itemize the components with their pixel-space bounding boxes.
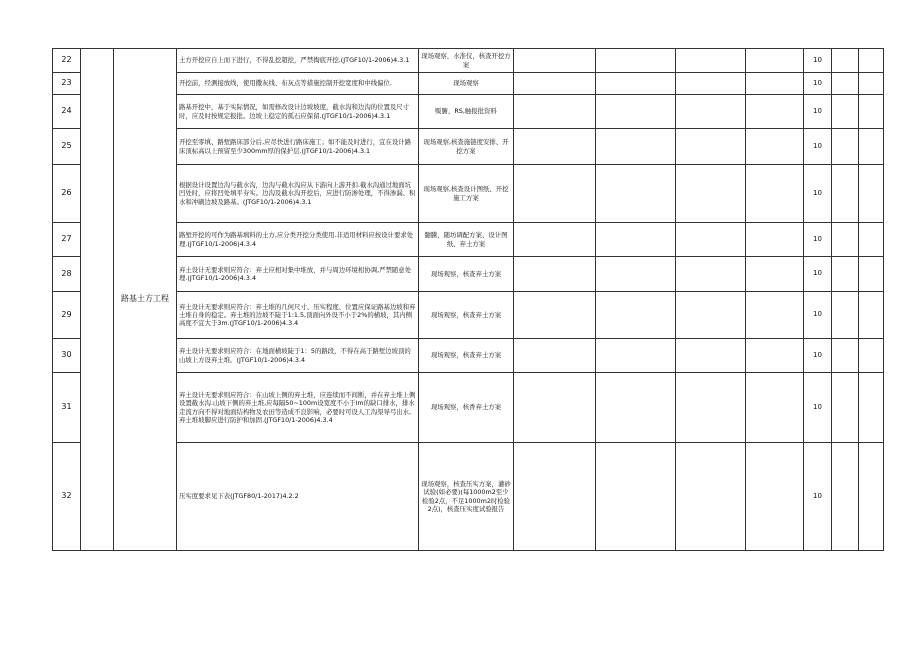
table-row (53, 339, 884, 373)
table-row (53, 129, 884, 165)
row-number: 26 (53, 165, 81, 223)
score-cell: 10 (804, 165, 832, 223)
score-cell: 10 (804, 292, 832, 339)
row-number: 24 (53, 95, 81, 129)
score-cell: 10 (804, 129, 832, 165)
requirement-cell: 根据设计设置边沟与截水沟，边沟与截水沟应从下游向上游开扣.截水沟通过地面坑凹处时，应将凹处填平夯实。边沟及截水沟开挖后，应进行防渗处理，不得渗漏、积水和冲刷边坡及路基。(JTGF10/1-2006)4.3.1 (177, 165, 419, 223)
requirement-cell: 开挖至零填、路堑路床部分后,应尽快进行路床施工；如不能及时进行，宜在设计路床顶标高以上预留至少300mm厚的保护层.(JTGF10/1-2006)4.3.1 (177, 129, 419, 165)
table-row (53, 257, 884, 292)
method-cell: 现场观察，水准仪，核查开挖方案 (419, 49, 514, 73)
row-number: 28 (53, 257, 81, 292)
table-row (53, 95, 884, 129)
method-cell: 贩腑，RS,触报批资料 (419, 95, 514, 129)
score-cell: 10 (804, 339, 832, 373)
table-row (53, 292, 884, 339)
table-row (53, 49, 884, 73)
score-cell: 10 (804, 443, 832, 551)
method-cell: 现场观察，核查压实方案，灌砂试验(如必要)(每1000m2至少检验2点，不足1000m2时检验2点)，核查压实度试验报告 (419, 443, 514, 551)
method-cell: 现场观察,核查设计图纸、开挖施工方案 (419, 165, 514, 223)
row-number: 32 (53, 443, 81, 551)
method-cell: 现场观察，核查弃土方案 (419, 257, 514, 292)
score-cell: 10 (804, 373, 832, 443)
requirement-cell: 弃土设计无要求则应符合：在地面横坡陡于1：5的路段，不得在高于路堑边坡顶的山坡上方设弃土堆。(JTGF10/1-2006)4.3.4 (177, 339, 419, 373)
score-cell: 10 (804, 95, 832, 129)
row-number: 25 (53, 129, 81, 165)
requirement-cell: 开挖前，经测接放线，使用撒灰线、布灰点等措施控制开挖宽度和中线偏位. (177, 73, 419, 95)
method-cell: 现场观察 (419, 73, 514, 95)
row-number: 31 (53, 373, 81, 443)
row-number: 30 (53, 339, 81, 373)
method-cell: 现场观察,核查施链度安排、开挖方案 (419, 129, 514, 165)
requirement-cell: 弃土设计无要求则应符合：弃土应相对集中堆放，并与周边环境相协调,严禁随意处理.(JTGF10/1-2006)4.3.4 (177, 257, 419, 292)
score-cell: 10 (804, 73, 832, 95)
table-row (53, 223, 884, 257)
method-cell: 现场观察，核查弃土方案 (419, 339, 514, 373)
category-cell: 路基土方工程 (114, 49, 177, 551)
requirement-cell: 弃土设计无要求则应符合：在山坡上侧的弃土堆，应连续而不间断，并在弃土堆上侧设置截水沟.山坡下侧的弃土堆,应每隔50~100m设宽度不小于lm的缺口排水，排水走流方向不得对地面结构物及农田等造成不良影响，必要时可设人工沟渠导弓出水,弃土堆坡脚应进行防护和加固.(JTGF10/1-2006)4.3.4 (177, 373, 419, 443)
score-cell: 10 (804, 257, 832, 292)
requirement-cell: 路堑开挖的可作为路基填料的土方,应分类开挖分类使用.非适用材料应按设计要求处理.(JTGF10/1-2006)4.3.4 (177, 223, 419, 257)
score-cell: 10 (804, 223, 832, 257)
requirement-cell: 路基开挖中，基于实际情况，如需修改设计边坡坡度，截水沟和边沟的位置及尺寸时，应及时按规定报批。边坡上稳定的孤石应保留.(JTGF10/1-2006)4.3.1 (177, 95, 419, 129)
table-row (53, 443, 884, 551)
table-row (53, 373, 884, 443)
method-cell: 髓騰，随坊调配方案、设计图纸、弃土方案 (419, 223, 514, 257)
row-number: 23 (53, 73, 81, 95)
table-row (53, 165, 884, 223)
blank-column (81, 49, 114, 551)
row-number: 27 (53, 223, 81, 257)
requirement-cell: 土方开挖应自上而下进行，不得乱挖超挖，严禁掏底开挖.(JTGF10/1-2006)4.3.1 (177, 49, 419, 73)
requirement-cell: 弃土设计无要求则应符合：弃土堆的几何尺寸、压实程度、位置应保证路基边坡和弃土堆自身的稳定。弃土堆的边坡不陡于1:1.5,顶面向外设不小于2%的横坡，其内侧高度不宜大于3m.(JTGF10/1-2006)4.3.4 (177, 292, 419, 339)
table-row (53, 73, 884, 95)
row-number: 22 (53, 49, 81, 73)
requirement-cell: 压实度要求见下表(JTGF80/1-2017)4.2.2 (177, 443, 419, 551)
score-cell: 10 (804, 49, 832, 73)
inspection-table (52, 48, 884, 551)
method-cell: 现场观察，核香弃土方案 (419, 373, 514, 443)
method-cell: 现场观察，核查弃土方案 (419, 292, 514, 339)
row-number: 29 (53, 292, 81, 339)
